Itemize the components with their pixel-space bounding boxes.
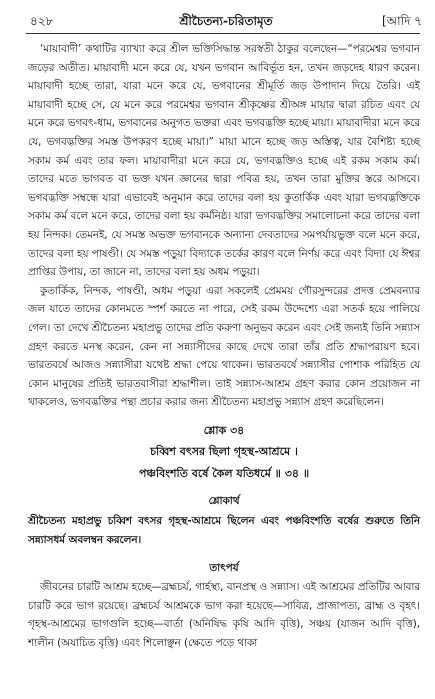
verse-line-1: চব্বিশ বৎসর ছিলা গৃহস্থ-আশ্রমে । xyxy=(150,445,298,459)
page-header xyxy=(30,10,422,32)
header-rule xyxy=(26,33,420,34)
purport-heading: তাৎপর্য xyxy=(209,562,239,575)
translation-heading: শ্লোকার্থ xyxy=(208,494,240,507)
paragraph-sannyasa-reason: কুতার্কিক, নিন্দক, পাষণ্ডী, অধম পড়ুয়া এরা সকলেই প্রেমময় গৌরসুন্দরের প্রদত্ত প্রেমবন্যার জল যাতে তাদের কোনমতে স্পর্শ করতে না পারে, সেই রকম উদ্দেশ্যে এরা সতর্ক হয়ে পালিয়ে গেল। তা দেখে শ্রীচৈতন্য মহাপ্রভু তাদের প্রতি করুণা অনুভব করেন এবং সেই জন্যই তিনি সন্ন্যাস গ্রহণ করতে মনস্থ করেন, কেন না সন্ন্যাসীদের কাছে দেখে তারা তাঁর প্রতি শ্রদ্ধাপরায়ণ হবে। ভারতবর্ষে আজও সন্ন্যাসীরা যথেষ্ট শ্রদ্ধা পেয়ে থাকেন। ভারতবর্ষে সন্ন্যাসীর পোশাক পরিহিত যে কোন মানুষের প্রতিই ভারতবাসীরা শ্রদ্ধাশীল। তাই সন্ন্যাস-আশ্রম গ্রহণ করার কোন প্রয়োজন না থাকলেও, ভগবদ্ভক্তির পন্থা প্রচার করার জন্য শ্রীচৈতন্য মহাপ্রভু সন্ন্যাস গ্রহণ করেছিলেন। xyxy=(28,284,420,409)
verse-line-2: পঞ্চবিংশতি বর্ষে কৈল যতিধর্মে ॥ ৩৪ ॥ xyxy=(138,467,310,481)
purport-text: জীবনের চারটি আশ্রম হচ্ছে—ব্রহ্মচর্য, গার্হস্থ্য, বানপ্রস্থ ও সন্ন্যাস। এই আশ্রমের প্রতিটির আবার চারটি করে ভাগ রয়েছে। ব্রহ্মচর্য আশ্রমকে ভাগ করা হয়েছে—সাবিত্র, প্রাজাপত্য, ব্রাহ্ম ও বৃহৎ। গৃহস্থ-আশ্রমের ভাগগুলি হচ্ছে—বার্তা (অনিষিদ্ধ কৃষি আদি বৃত্তি), সঞ্চয় (যাজন আদি বৃত্তি), শালীন (অযাচিত বৃত্তি) এবং শিলোঞ্ছন (ক্ষেতে পড়ে থাকা xyxy=(28,581,420,649)
chapter-reference: [আদি ৭ xyxy=(381,14,422,28)
running-title: শ্রীচৈতন্য-চরিতামৃত xyxy=(179,14,273,28)
paragraph-mayavadi-explanation: ‘মায়াবাদী’ কথাটির ব্যাখ্যা করে শ্রীল ভক্তিসিদ্ধান্ত সরস্বতী ঠাকুর বলেছেন—“পরমেশ্বর ভগবান জড়ের অতীত। মায়াবাদী মনে করে যে, যখন ভগবান আবির্ভূত হন, তখন জড়দেহ ধারণ করেন। মায়াবাদী হচ্ছে তারা, যারা মনে করে যে, ভগবানের শ্রীমূর্তি জড় উপাদান দিয়ে তৈরি। এই মায়াবাদী হচ্ছে সে, যে মনে করে পরমেশ্বর ভগবান শ্রীকৃষ্ণের শ্রীঅঙ্গ মায়ার দ্বারা রচিত এবং যে মনে করে ভগবৎ-ধাম, ভগবানের অনুগত ভক্তরা এবং ভগবদ্ভক্তি হচ্ছে মায়া। মায়াবাদীরা মনে করে যে, ভগবদ্ভক্তির সমস্ত উপকরণ হচ্ছে মায়া।” মায়া মানে হচ্ছে জড় অস্তিত্ব, যার বৈশিষ্ট্য হচ্ছে সকাম কর্ম এবং তার ফল। মায়াবাদীরা মনে করে যে, ভগবদ্ভক্তিও হচ্ছে এই রকম সকাম কর্ম। তাদের মতে ভাগবত বা ভক্ত যখন জ্ঞানের দ্বারা পবিত্র হয়, তখন তারা মুক্তির স্তরে আসবে। ভগবদ্ভক্তি সম্বন্ধে যারা এভাবেই অনুমান করে তাদের বলা হয় কুতার্কিক এবং যারা ভগবদ্ভক্তিকে সকাম কর্ম বলে মনে করে, তাদের বলা হয় কর্মনিষ্ঠ। যারা ভগবদ্ভক্তির সমালোচনা করে তাদের বলা হয় নিন্দক। তেমনই, যে সমস্ত অভক্ত ভগবানকে অন্যান্য দেবতাদের সমপর্যায়ভুক্ত বলে মনে করে, তাদের বলা হয় পাষণ্ডী। যে সমস্ত পড়ুয়া বিদ্যাকে তর্কের কারণ বলে নির্ণয় করে এবং বিদ্যা যে ঈশ্বর প্রাপ্তির উপায়, তা জানে না, তাদের বলা হয় অধম পড়ুয়া। xyxy=(28,43,420,279)
page-number: ৪২৮ xyxy=(30,14,54,28)
verse-number: শ্লোক ৩৪ xyxy=(203,423,245,437)
page-body xyxy=(28,40,420,652)
translation-text: শ্রীচৈতন্য মহাপ্রভু চব্বিশ বৎসর গৃহস্থ-আশ্রমে ছিলেন এবং পঞ্চবিংশতি বর্ষের শুরুতে তিনি সন্ন্যাসধর্ম অবলম্বন করলেন। xyxy=(28,515,420,546)
